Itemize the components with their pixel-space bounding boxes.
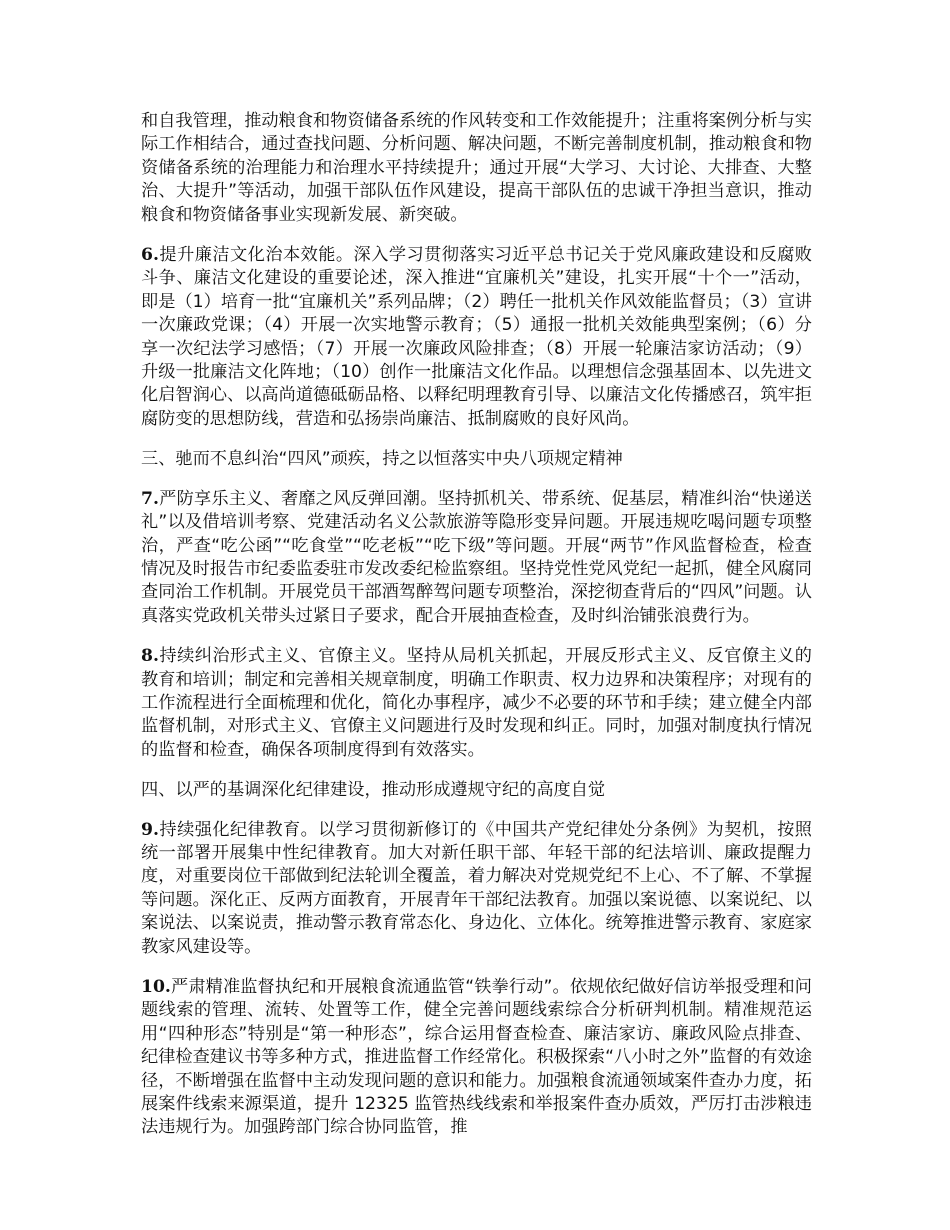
heading-text: 三、驰而不息纠治“四风”顽疾，持之以恒落实中央八项规定精神 [141,449,623,470]
paragraph-7 [141,488,812,628]
paragraph-10 [141,976,812,1140]
paragraph-9 [141,819,812,959]
section-heading-4 [141,779,812,802]
paragraph-text: 和自我管理，推动粮食和物资储备系统的作风转变和工作效能提升；注重将案例分析与实际工作相结合，通过查找问题、分析问题、解决问题，不断完善制度机制，推动粮食和物资储备系统的治理能力和治理水平持续提升；通过开展“大学习、大讨论、大排查、大整治、大提升”等活动，加强干部队伍作风建设，提高干部队伍的忠诚干净担当意识，推动粮食和物资储备事业实现新发展、新突破。 [141,111,812,225]
paragraph-number: 6. [141,245,159,266]
paragraph-text: 提升廉洁文化治本效能。深入学习贯彻落实习近平总书记关于党风廉政建设和反腐败斗争、廉洁文化建设的重要论述，深入推进“宜廉机关”建设，扎实开展“十个一”活动，即是（1）培育一批“宜廉机关”系列品牌；（2）聘任一批机关作风效能监督员；（3）宣讲一次廉政党课；（4）开展一次实地警示教育；（5）通报一批机关效能典型案例；（6）分享一次纪法学习感悟；（7）开展一次廉政风险排查；（8）开展一轮廉洁家访活动；（9）升级一批廉洁文化阵地；（10）创作一批廉洁文化作品。以理想信念强基固本、以先进文化启智润心、以高尚道德砥砺品格、以释纪明理教育引导、以廉洁文化传播感召，筑牢拒腐防变的思想防线，营造和弘扬崇尚廉洁、抵制腐败的良好风尚。 [141,245,812,429]
paragraph-number: 8. [141,646,159,667]
heading-text: 四、以严的基调深化纪律建设，推动形成遵规守纪的高度自觉 [141,780,606,801]
section-heading-3 [141,448,812,471]
paragraph-8 [141,645,812,762]
paragraph-text: 持续强化纪律教育。以学习贯彻新修订的《中国共产党纪律处分条例》为契机，按照统一部署开展集中性纪律教育。加大对新任职干部、年轻干部的纪法培训、廉政提醒力度，对重要岗位干部做到纪法轮训全覆盖，着力解决对党规党纪不上心、不了解、不掌握等问题。深化正、反两方面教育，开展青年干部纪法教育。加强以案说德、以案说纪、以案说法、以案说责，推动警示教育常态化、身边化、立体化。统筹推进警示教育、家庭家教家风建设等。 [141,819,812,957]
paragraph-intro [141,110,812,227]
paragraph-text: 严肃精准监督执纪和开展粮食流通监管“铁拳行动”。依规依纪做好信访举报受理和问题线索的管理、流转、处置等工作，健全完善问题线索综合分析研判机制。精准规范运用“四种形态”特别是“第一种形态”，综合运用督查检查、廉洁家访、廉政风险点排查、纪律检查建议书等多种方式，推进监督工作经常化。积极探索“八小时之外”监督的有效途径，不断增强在监督中主动发现问题的意识和能力。加强粮食流通领域案件查办力度，拓展案件线索来源渠道，提升 12325 监管热线线索和举报案件查办质效，严厉打击涉粮违法违规行为。加强跨部门综合协同监管，推 [141,977,812,1138]
paragraph-number: 7. [141,488,159,509]
paragraph-number: 10. [141,977,171,997]
paragraph-text: 持续纠治形式主义、官僚主义。坚持从局机关抓起，开展反形式主义、反官僚主义的教育和培训；制定和完善相关规章制度，明确工作职责、权力边界和决策程序；对现有的工作流程进行全面梳理和优化，简化办事程序，减少不必要的环节和手续；建立健全内部监督机制，对形式主义、官僚主义问题进行及时发现和纠正。同时，加强对制度执行情况的监督和检查，确保各项制度得到有效落实。 [141,646,812,760]
paragraph-6 [141,244,812,431]
paragraph-number: 9. [141,819,159,840]
paragraph-text: 严防享乐主义、奢靡之风反弹回潮。坚持抓机关、带系统、促基层，精准纠治“快递送礼”以及借培训考察、党建活动名义公款旅游等隐形变异问题。开展违规吃喝问题专项整治，严查“吃公函”“吃食堂”“吃老板”“吃下级”等问题。开展“两节”作风监督检查，检查情况及时报告市纪委监委驻市发改委纪检监察组。坚持党性党风党纪一起抓，健全风腐同查同治工作机制。开展党员干部酒驾醉驾问题专项整治，深挖彻查背后的“四风”问题。认真落实党政机关带头过紧日子要求，配合开展抽查检查，及时纠治铺张浪费行为。 [141,488,812,626]
